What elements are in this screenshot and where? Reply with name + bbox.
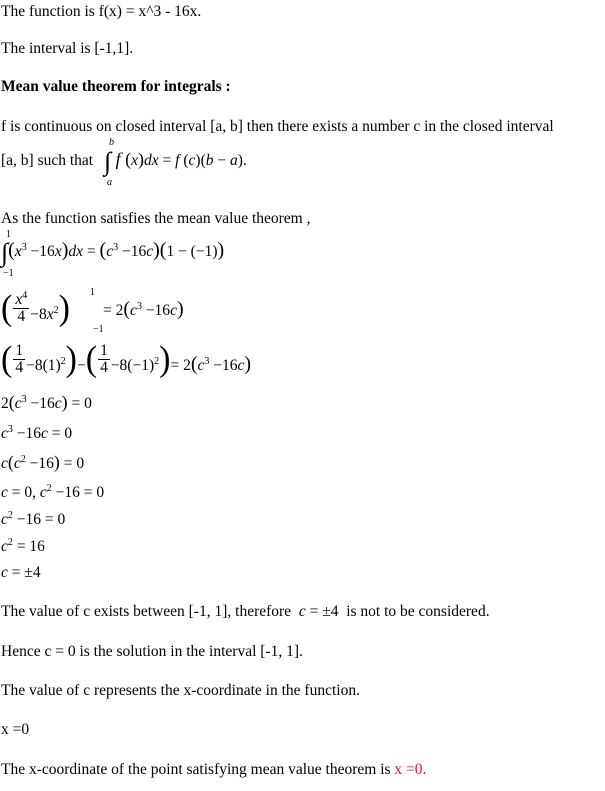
exists-between-text-a: The value of c exists between [-1, 1], therefore: [1, 603, 292, 620]
satisfies-line: As the function satisfies the mean value theorem ,: [1, 210, 311, 227]
equation-step-2-rhs: = $2(c^3 -16c)$: [103, 298, 184, 320]
lower-limit-a: a: [107, 177, 112, 188]
upper-limit-b: b: [109, 137, 114, 148]
theorem-text-prefix: [a, b] such that: [1, 152, 94, 169]
final-answer-value: x =0.: [394, 761, 427, 778]
x-value-line: x =0: [1, 721, 30, 738]
equation-step-9: $c^2 = 16$: [1, 537, 45, 555]
exists-between-line: [1, 603, 490, 621]
hence-line: Hence c = 0 is the solution in the interval [-1, 1].: [1, 643, 303, 660]
step2-lower-limit: −1: [93, 324, 104, 335]
theorem-text-line-1: f is continuous on closed interval [a, b] then there exists a number c in the closed interval: [1, 118, 554, 135]
equation-step-2: ( $\frac{x^4}{4}$ $-8x^2$): [1, 289, 70, 328]
equation-step-4: $2(c^3 -16c) = 0$: [1, 392, 92, 412]
equation-step-6: $c(c^2 -16) = 0$: [1, 452, 85, 472]
function-line: The function is f(x) = x^3 - 16x.: [1, 3, 202, 20]
theorem-text-line-2: [1, 152, 93, 170]
interval-line: The interval is [-1,1].: [1, 40, 134, 57]
theorem-heading: Mean value theorem for integrals :: [1, 78, 231, 95]
final-answer-line: [1, 761, 426, 779]
step1-upper-limit: 1: [6, 229, 11, 240]
step1-lower-limit: −1: [3, 268, 14, 279]
equation-step-1: $\int(x^3 -16x)dx = (c^3 -16c)(1 - (-1))$: [1, 238, 225, 267]
inline-c-value: c = ±4: [298, 603, 339, 620]
equation-step-10: c = ±4: [1, 564, 41, 581]
theorem-formula: ∫ f (x)dx = f (c)(b − a).: [104, 147, 247, 176]
represents-line: The value of c represents the x-coordinate in the function.: [1, 682, 360, 699]
final-answer-prefix: The x-coordinate of the point satisfying mean value theorem is: [1, 761, 391, 778]
equation-step-7: c = 0, $c^2 -16 = 0$: [1, 483, 105, 501]
equation-step-5: $c^3 -16c = 0$: [1, 424, 73, 442]
step2-upper-limit: 1: [90, 287, 95, 298]
equation-step-8: $c^2 -16 = 0$: [1, 510, 66, 528]
equation-step-3: ( $\frac{1}{4}$ $-8(1)^2)-$( $\frac{1}{4}$ $-8(-1)^2)= 2(c^3 -16c)$: [1, 340, 252, 379]
exists-between-text-b: is not to be considered.: [346, 603, 490, 620]
